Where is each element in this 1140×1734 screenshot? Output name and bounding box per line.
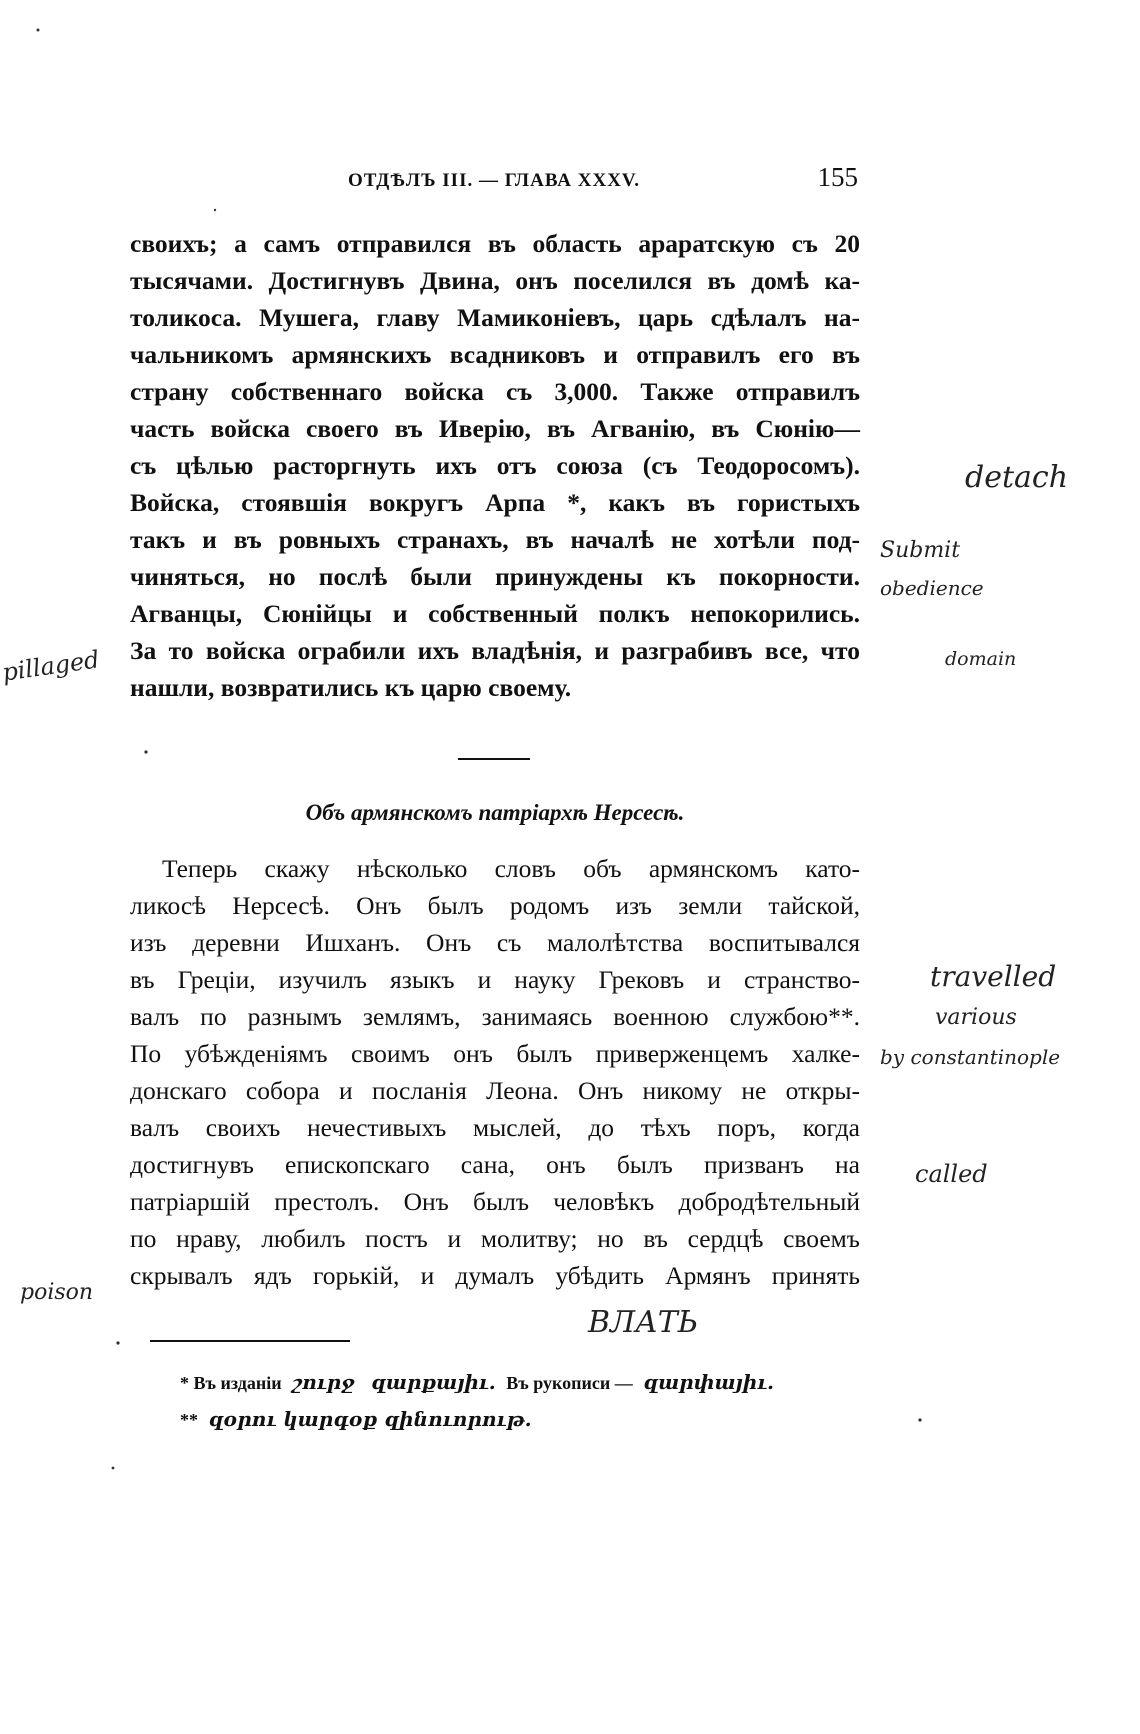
text-line: въ Греціи, изучилъ языкъ и науку Грековъ и странство- [130, 965, 860, 994]
armenian-text: զօրու կարգօք զինուորութ. [208, 1407, 532, 1431]
text-line: ликосѣ Нерсесѣ. Онъ былъ родомъ изъ земли тайской, [130, 891, 860, 920]
text-line: патріаршій престолъ. Онъ былъ человѣкъ добродѣтельный [130, 1187, 860, 1216]
text-line: Войска, стоявшія вокругъ Арпа *, какъ въ гористыхъ [130, 488, 860, 517]
text-line: скрывалъ ядъ горькій, и думалъ убѣдить Армянъ принять [130, 1261, 860, 1290]
text-line: съ цѣлью расторгнуть ихъ отъ союза (съ Теодоросомъ). [130, 451, 860, 480]
marginal-note-obedience: obedience [880, 576, 984, 600]
text-line: изъ деревни Ишханъ. Онъ съ малолѣтства воспитывался [130, 928, 860, 957]
footnote-1-middle: Въ рукописи — [506, 1373, 633, 1393]
text-line: толикоса. Мушега, главу Мамиконіевъ, царь сдѣлалъ на- [130, 303, 860, 332]
text-line: валъ по разнымъ землямъ, занимаясь военною службою**. [130, 1002, 860, 1031]
marginal-note-by-constantinople: by constantinople [880, 1045, 1061, 1069]
subheading: Объ армянскомъ патріархѣ Нерсесѣ. [305, 800, 685, 825]
text-line: такъ и въ ровныхъ странахъ, въ началѣ не хотѣли под- [130, 525, 860, 554]
marginal-note-pillaged: pillaged [0, 645, 102, 687]
section-title: ОТДѢЛЪ III. — ГЛАВА XXXV. [348, 170, 640, 191]
marginal-note-hold: ВЛАТЬ [588, 1305, 699, 1340]
speck [37, 29, 40, 32]
text-line: тысячами. Достигнувъ Двина, онъ поселился въ домѣ ка- [130, 266, 860, 295]
text-line: За то войска ограбили ихъ владѣнія, и разграбивъ все, что [130, 636, 860, 665]
text-line: по нраву, любилъ постъ и молитву; но въ сердцѣ своемъ [130, 1224, 860, 1253]
text-line: чальникомъ армянскихъ всадниковъ и отправилъ его въ [130, 340, 860, 369]
text-line: часть войска своего въ Иверію, въ Агванію, въ Сюнію— [130, 414, 860, 443]
speck [144, 750, 147, 753]
text-line: донскаго собора и посланія Леона. Онъ никому не откры- [130, 1076, 860, 1105]
marginal-note-travelled: travelled [930, 960, 1057, 993]
speck [116, 1341, 119, 1344]
text-line: валъ своихъ нечестивыхъ мыслей, до тѣхъ поръ, когда [130, 1113, 860, 1142]
marginal-note-domain: domain [945, 648, 1017, 670]
speck [214, 209, 216, 211]
armenian-text: շուրջ [292, 1370, 355, 1394]
footnote-1-prefix: * Въ изданіи [180, 1373, 282, 1393]
marginal-note-detach: detach [965, 460, 1069, 495]
armenian-text: զարքայիւ. [371, 1370, 496, 1394]
text-line: страну собственнаго войска съ 3,000. Также отправилъ [130, 377, 860, 406]
footnote-2-prefix: ** [180, 1410, 198, 1430]
marginal-note-poison: poison [20, 1280, 94, 1305]
text-line: нашли, возвратились къ царю своему. [130, 673, 572, 702]
text-line: Агванцы, Сюнійцы и собственный полкъ непокорились. [130, 599, 860, 628]
marginal-note-various: various [935, 1005, 1017, 1030]
armenian-text: զարփայիւ. [643, 1370, 775, 1394]
marginal-note-called: called [915, 1160, 988, 1188]
speck [918, 1418, 921, 1421]
marginal-note-submit: Submit [880, 538, 961, 563]
text-line: достигнувъ епископскаго сана, онъ былъ призванъ на [130, 1150, 860, 1179]
speck [112, 1467, 115, 1470]
text-line: По убѣжденіямъ своимъ онъ былъ приверженцемъ халке- [130, 1039, 860, 1068]
text-line: чиняться, но послѣ были принуждены къ покорности. [130, 562, 860, 591]
text-line: своихъ; а самъ отправился въ область араратскую съ 20 [130, 229, 860, 258]
page-number: 155 [817, 162, 858, 192]
text-line: Теперь скажу нѣсколько словъ объ армянскомъ като- [162, 854, 860, 883]
